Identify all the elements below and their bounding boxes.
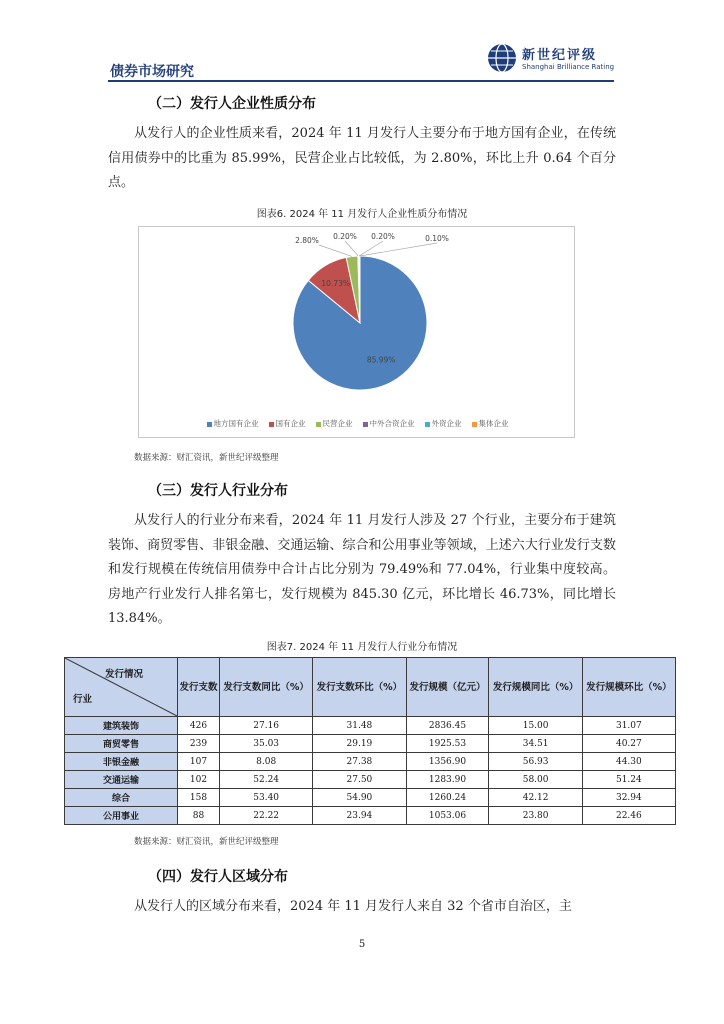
source-note-figure-7: 数据来源：财汇资讯，新世纪评级整理 — [134, 837, 279, 847]
paragraph-enterprise-nature: 从发行人的企业性质来看，2024 年 11 月发行人主要分布于地方国有企业，在传统信用债券中的比重为 85.99%，民营企业占比较低，为 2.80%，环比上升 0.64 个百分点。 — [108, 126, 616, 190]
legend-swatch — [207, 422, 212, 427]
table-row — [65, 789, 676, 807]
table-row — [65, 807, 676, 825]
table-cell: 2836.45 — [406, 717, 489, 735]
table-cell: 27.50 — [313, 771, 406, 789]
table-cell: 54.90 — [313, 789, 406, 807]
corner-label-industry: 行业 — [73, 694, 93, 705]
pie-chart — [139, 227, 576, 417]
section-heading-region: （四）发行人区域分布 — [148, 869, 288, 885]
table-cell: 1053.06 — [406, 807, 489, 825]
table-header-row — [65, 658, 676, 717]
table-cell: 1260.24 — [406, 789, 489, 807]
figure-caption-7: 图表7. 2024 年 11 月发行人行业分布情况 — [266, 642, 458, 653]
table-cell: 27.38 — [313, 753, 406, 771]
company-logo — [486, 42, 616, 76]
table-row — [65, 753, 676, 771]
column-header: 发行支数环比（%） — [313, 658, 406, 717]
table-cell: 15.00 — [489, 717, 582, 735]
legend-item — [363, 418, 415, 429]
table-cell: 239 — [178, 735, 220, 753]
legend-item — [316, 418, 353, 429]
legend-swatch — [316, 422, 321, 427]
table-cell: 52.24 — [220, 771, 313, 789]
table-cell: 34.51 — [489, 735, 582, 753]
legend-item — [269, 418, 306, 429]
row-header: 公用事业 — [65, 807, 178, 825]
leader-line-4 — [345, 241, 358, 256]
section-heading-industry: （三）发行人行业分布 — [148, 483, 288, 499]
table-row — [65, 717, 676, 735]
table-cell: 158 — [178, 789, 220, 807]
table-cell: 88 — [178, 807, 220, 825]
chart-legend — [139, 418, 576, 429]
table-cell: 31.07 — [582, 717, 675, 735]
row-header: 建筑装饰 — [65, 717, 178, 735]
legend-item — [425, 418, 462, 429]
column-header: 发行规模（亿元） — [406, 658, 489, 717]
table-cell: 22.46 — [582, 807, 675, 825]
leader-line-6 — [360, 243, 437, 256]
table-cell: 426 — [178, 717, 220, 735]
table-cell: 40.27 — [582, 735, 675, 753]
header-divider — [108, 80, 614, 82]
table-cell: 32.94 — [582, 789, 675, 807]
row-header: 综合 — [65, 789, 178, 807]
table-row — [65, 771, 676, 789]
table-cell: 23.94 — [313, 807, 406, 825]
table-cell: 1356.90 — [406, 753, 489, 771]
legend-label: 集体企业 — [478, 419, 509, 428]
table-cell: 51.24 — [582, 771, 675, 789]
table-cell: 53.40 — [220, 789, 313, 807]
paragraph-region: 从发行人的区域分布来看，2024 年 11 月发行人来自 32 个省市自治区，主 — [134, 899, 572, 914]
column-header: 发行规模环比（%） — [582, 658, 675, 717]
paragraph-industry: 从发行人的行业分布来看，2024 年 11 月发行人涉及 27 个行业，主要分布于建筑装饰、商贸零售、非银金融、交通运输、综合和公用事业等领域，上述六大行业发行支数和发行规模在传统信用债券中合计占比分别为 79.49%和 77.04%，行业集中度较高。房地产行业发行人排名第七，发行规模为 845.30 亿元，环比增长 46.73%，同比增长 13.84%。 — [108, 513, 616, 626]
table-cell: 29.19 — [313, 735, 406, 753]
industry-distribution-table — [64, 657, 676, 825]
legend-swatch — [425, 422, 430, 427]
table-cell: 23.80 — [489, 807, 582, 825]
row-header: 非银金融 — [65, 753, 178, 771]
row-header: 交通运输 — [65, 771, 178, 789]
legend-swatch — [472, 422, 477, 427]
leader-line-3 — [319, 245, 352, 256]
table-corner-header — [65, 658, 178, 717]
corner-label-issuance: 发行情况 — [104, 669, 143, 680]
table-cell: 35.03 — [220, 735, 313, 753]
table-cell: 8.08 — [220, 753, 313, 771]
table-cell: 107 — [178, 753, 220, 771]
legend-swatch — [363, 422, 368, 427]
table-row — [65, 735, 676, 753]
table-cell: 31.48 — [313, 717, 406, 735]
pie-label-6: 0.10% — [425, 234, 449, 243]
column-header: 发行支数 — [178, 658, 220, 717]
table-cell: 1283.90 — [406, 771, 489, 789]
logo-chinese-name: 新世纪评级 — [522, 48, 598, 63]
legend-label: 国有企业 — [275, 419, 306, 428]
column-header: 发行规模同比（%） — [489, 658, 582, 717]
legend-label: 地方国有企业 — [213, 419, 259, 428]
table-cell: 1925.53 — [406, 735, 489, 753]
page-number: 5 — [358, 939, 366, 950]
pie-chart-frame — [138, 226, 575, 438]
legend-label: 中外合资企业 — [369, 419, 415, 428]
legend-swatch — [269, 422, 274, 427]
table-cell: 44.30 — [582, 753, 675, 771]
legend-item — [472, 418, 509, 429]
figure-caption-6: 图表6. 2024 年 11 月发行人企业性质分布情况 — [256, 209, 468, 220]
column-header: 发行支数同比（%） — [220, 658, 313, 717]
logo-english-name: Shanghai Brilliance Rating — [522, 63, 615, 71]
report-series-title: 债券市场研究 — [110, 64, 194, 80]
table-cell: 102 — [178, 771, 220, 789]
section-heading-enterprise-nature: （二）发行人企业性质分布 — [148, 96, 316, 112]
pie-label-3: 2.80% — [295, 236, 319, 245]
table-cell: 58.00 — [489, 771, 582, 789]
pie-label-2: 10.73% — [321, 278, 351, 288]
table-cell: 27.16 — [220, 717, 313, 735]
globe-logo-icon — [486, 42, 518, 74]
table-cell: 42.12 — [489, 789, 582, 807]
table-cell: 22.22 — [220, 807, 313, 825]
legend-item — [207, 418, 259, 429]
table-cell: 56.93 — [489, 753, 582, 771]
legend-label: 外资企业 — [431, 419, 462, 428]
pie-label-5: 0.20% — [371, 232, 395, 241]
pie-label-1: 85.99% — [366, 355, 396, 365]
source-note-figure-6: 数据来源：财汇资讯，新世纪评级整理 — [134, 453, 279, 463]
legend-label: 民营企业 — [322, 419, 353, 428]
pie-label-4: 0.20% — [333, 232, 357, 241]
row-header: 商贸零售 — [65, 735, 178, 753]
